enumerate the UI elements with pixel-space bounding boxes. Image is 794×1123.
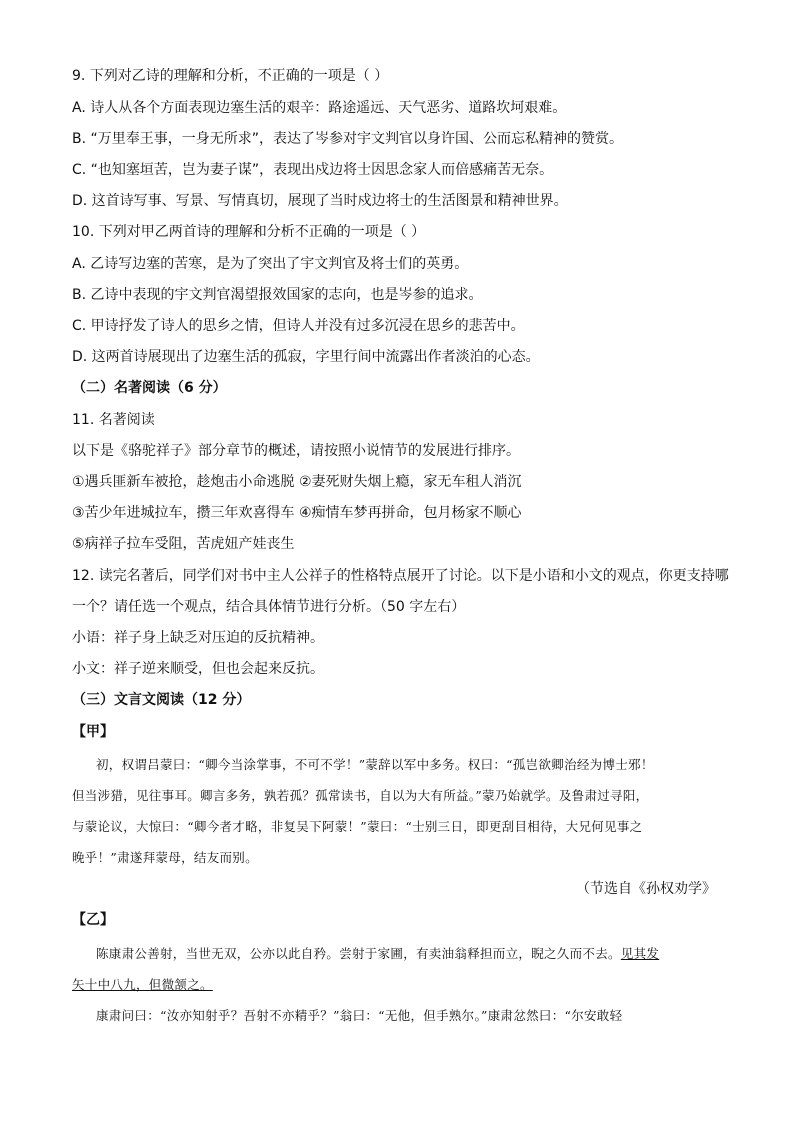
section-2-title: （二）名著阅读（6 分） <box>72 380 227 396</box>
jia-line-3: 与蒙论议，大惊曰：“卿今者才略，非复吴下阿蒙！”蒙曰：“士别三日，即更刮目相待，大兄何见事之 <box>72 819 643 834</box>
yi-line-2 <box>72 975 734 995</box>
q12-xiaoyu: 小语：祥子身上缺乏对压迫的反抗精神。 <box>72 630 324 646</box>
q11-items-3: ⑤病祥子拉车受阻，苦虎妞产娃丧生 <box>72 536 295 552</box>
jia-label: 【甲】 <box>72 724 114 740</box>
q9-stem: 9. 下列对乙诗的理解和分析，不正确的一项是（ ） <box>72 68 389 84</box>
q12-xiaowen: 小文：祥子逆来顺受，但也会起来反抗。 <box>72 661 324 677</box>
q12-stem-1: 12. 读完名著后，同学们对书中主人公祥子的性格特点展开了讨论。以下是小语和小文的观点，你更支持哪 <box>72 568 729 584</box>
q10-stem: 10. 下列对甲乙两首诗的理解和分析不正确的一项是（ ） <box>72 224 426 240</box>
q10-option-c: C. 甲诗抒发了诗人的思乡之情，但诗人并没有过多沉浸在思乡的悲苦中。 <box>72 318 525 334</box>
q11-intro: 以下是《骆驼祥子》部分章节的概述，请按照小说情节的发展进行排序。 <box>72 443 520 459</box>
section-3-title: （三）文言文阅读（12 分） <box>72 692 251 708</box>
q12-stem-2: 一个？请任选一个观点，结合具体情节进行分析。（50 字左右） <box>72 599 466 615</box>
jia-line-4: 晚乎！”肃遂拜蒙母，结友而别。 <box>72 850 258 865</box>
jia-line-1: 初，权谓吕蒙曰：“卿今当涂掌事，不可不学！”蒙辞以军中多务。权曰：“孤岂欲卿治经为博士邪！ <box>96 757 654 772</box>
yi-line-1-underlined: 见其发 <box>620 946 660 961</box>
q10-option-a: A. 乙诗写边塞的苦寒，是为了突出了宇文判官及将士们的英勇。 <box>72 256 469 272</box>
yi-label: 【乙】 <box>72 912 114 928</box>
jia-line-2: 但当涉猎，见往事耳。卿言多务，孰若孤？孤常读书，自以为大有所益。”蒙乃始就学。及鲁肃过寻阳， <box>72 788 649 803</box>
jia-source: （节选自《孙权劝学》 <box>576 881 716 897</box>
q11-items-2: ③苦少年进城拉车，攒三年欢喜得车 ④痴情车梦再拼命，包月杨家不顺心 <box>72 505 522 521</box>
q9-option-a: A. 诗人从各个方面表现边塞生活的艰辛：路途遥远、天气恶劣、道路坎坷艰难。 <box>72 100 567 116</box>
yi-line-1-plain: 陈康肃公善射，当世无双，公亦以此自矜。尝射于家圃，有卖油翁释担而立，睨之久而不去。 <box>96 946 621 961</box>
yi-line-1 <box>96 944 734 964</box>
yi-line-3: 康肃问曰：“汝亦知射乎？吾射不亦精乎？”翁曰：“无他，但手熟尔。”康肃忿然曰：“尔安敢轻 <box>96 1008 623 1023</box>
q11-items-1: ①遇兵匪新车被抢，趁炮击小命逃脱 ②妻死财失烟上瘾，家无车租人消沉 <box>72 474 522 490</box>
q9-option-b: B. “万里奉王事，一身无所求”，表达了岑参对宇文判官以身许国、公而忘私精神的赞赏。 <box>72 131 624 147</box>
q10-option-d: D. 这两首诗展现出了边塞生活的孤寂，字里行间中流露出作者淡泊的心态。 <box>72 349 540 365</box>
q9-option-c: C. “也知塞垣苦，岂为妻子谋”，表现出戍边将士因思念家人而倍感痛苦无奈。 <box>72 162 554 178</box>
yi-line-2-underlined: 矢十中八九，但微颔之。 <box>72 977 213 992</box>
q10-option-b: B. 乙诗中表现的宇文判官渴望报效国家的志向，也是岑参的追求。 <box>72 287 483 303</box>
q11-stem: 11. 名著阅读 <box>72 412 155 428</box>
q9-option-d: D. 这首诗写事、写景、写情真切，展现了当时戍边将士的生活图景和精神世界。 <box>72 193 568 209</box>
